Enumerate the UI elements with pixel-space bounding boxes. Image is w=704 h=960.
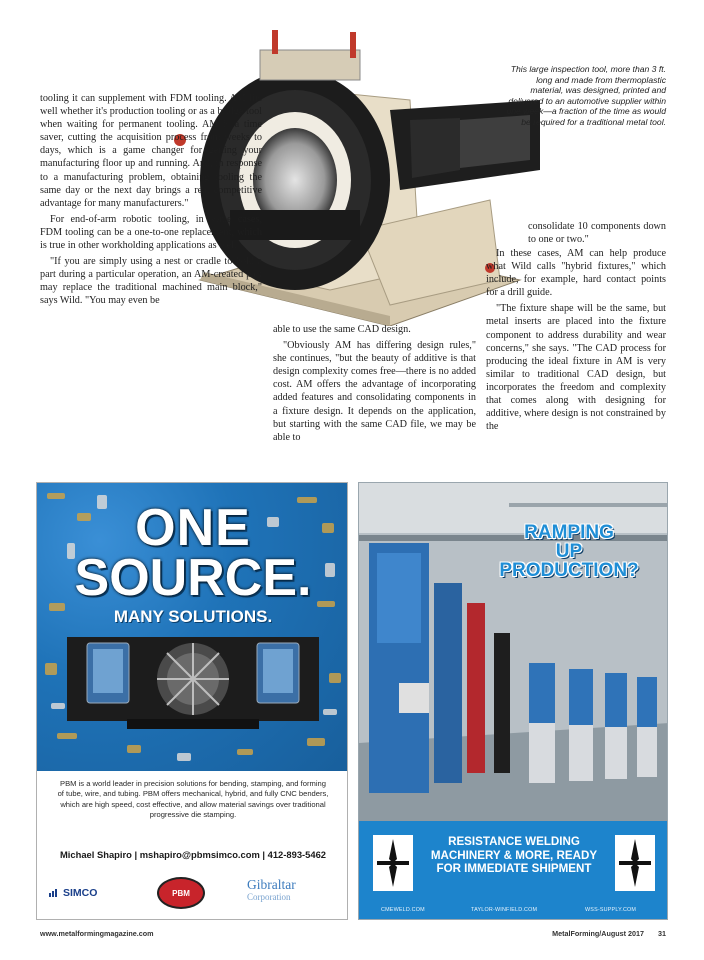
paragraph: able to use the same CAD design.: [273, 324, 411, 335]
gibraltar-logo-sub: Corporation: [247, 892, 291, 902]
ad-link-wss-supply[interactable]: WSS-SUPPLY.COM: [585, 907, 637, 913]
paragraph: For end-of-arm robotic tooling, in some cases, FDM tooling can be a one-to-one replacement, which is true in other workholding applications as well.: [40, 213, 262, 252]
ad-headline-line: PRODUCTION?: [499, 560, 639, 581]
advertisement-resistance-welding[interactable]: [358, 482, 668, 920]
pbm-logo-text: PBM: [172, 889, 190, 898]
article-column-middle: [273, 323, 476, 447]
paragraph: "If you are simply using a nest or cradle to hold a part during a particular operation, an AM-created part may replace the traditional machined main block," says Wild. "You may even be: [40, 256, 262, 307]
ad-logo-row: [47, 873, 339, 913]
ad-link-taylor-winfield[interactable]: TAYLOR-WINFIELD.COM: [471, 907, 538, 913]
paragraph: "Obviously AM has differing design rules," she continues, "but the beauty of additive is that design complexity comes free—there is no added cost. AM offers the advantage of incorporating added features and consolidating components in a fixture design. It depends on the application, but starting with the same CAD file, we may be able to: [273, 340, 476, 443]
welding-electrode-logo-icon: [373, 835, 413, 891]
ad-info-band: [359, 821, 668, 920]
welding-electrode-logo-icon: [615, 835, 655, 891]
ad-link-row: [359, 907, 668, 919]
ad-body-text: PBM is a world leader in precision solutions for bending, stamping, and forming of tube, wire, and tubing. PBM offers mechanical, hybrid, and fully CNC benders, which are high speed, cost effective, and allow material savings over traditional progressive die stamping.: [57, 779, 329, 820]
ad-headline: [479, 523, 659, 580]
gibraltar-logo-name: Gibraltar: [247, 877, 296, 892]
article-column-left: [40, 92, 262, 311]
simco-logo-icon: [49, 889, 59, 897]
ad-contact-line[interactable]: Michael Shapiro | mshapiro@pbmsimco.com | 412-893-5462: [59, 849, 327, 860]
photo-caption: This large inspection tool, more than 3 ft. long and made from thermoplastic material, was designed, printed and delivered to an automotive supplier within one week—a fraction of the time as would be required for a traditional metal tool.: [506, 64, 666, 127]
bending-machine-image: [67, 633, 319, 729]
paragraph: consolidate 10 components down to one or two.": [528, 221, 666, 246]
footer-website[interactable]: www.metalformingmagazine.com: [40, 929, 154, 938]
ad-tagline: MANY SOLUTIONS.: [113, 607, 273, 626]
gibraltar-logo: [247, 879, 339, 903]
simco-logo: SIMCO: [63, 887, 98, 899]
article-column-right: [486, 247, 666, 436]
pbm-logo: [157, 877, 205, 909]
ad-headline-line: RAMPING: [524, 522, 614, 543]
ad-headline-one: ONE: [135, 499, 251, 557]
article-column-right-top: [528, 220, 666, 249]
paragraph: "The fixture shape will be the same, but metal inserts are placed into the fixture component to address durability and wear concerns," she says. "The CAD process for producing the ideal fixture in AM is very similar to traditional CAD design, but incorporates the freedom and complexity that comes along with designing for additive, where design is not constrained by the: [486, 303, 666, 433]
footer-issue: MetalForming/August 2017: [552, 929, 644, 938]
ad-band-text: RESISTANCE WELDING MACHINERY & MORE, READY FOR IMMEDIATE SHIPMENT: [430, 835, 598, 875]
footer-page-number: 31: [658, 929, 666, 938]
ad-headline-source: SOURCE.: [74, 549, 312, 607]
paragraph: In these cases, AM can help produce what Wild calls "hybrid fixtures," which include, for example, hard contact points for a drill guide.: [486, 248, 666, 299]
paragraph: tooling it can supplement with FDM tooling. AM fits well whether it's production tooling or as a bridge tool when waiting for permanent tooling. AM is a time saver, cutting the acquisition process from weeks to days, which is a game changer for getting your manufacturing floor up and running. And, in response to a manufacturing problem, obtaining tooling the same day or the next day brings a real competitive advantage for many manufacturers.": [40, 93, 262, 209]
ad-headline-line: UP: [555, 541, 583, 562]
advertisement-pbm[interactable]: [36, 482, 348, 920]
ad-link-cmeweld[interactable]: CMEWELD.COM: [381, 907, 425, 913]
page-footer: [40, 929, 666, 941]
